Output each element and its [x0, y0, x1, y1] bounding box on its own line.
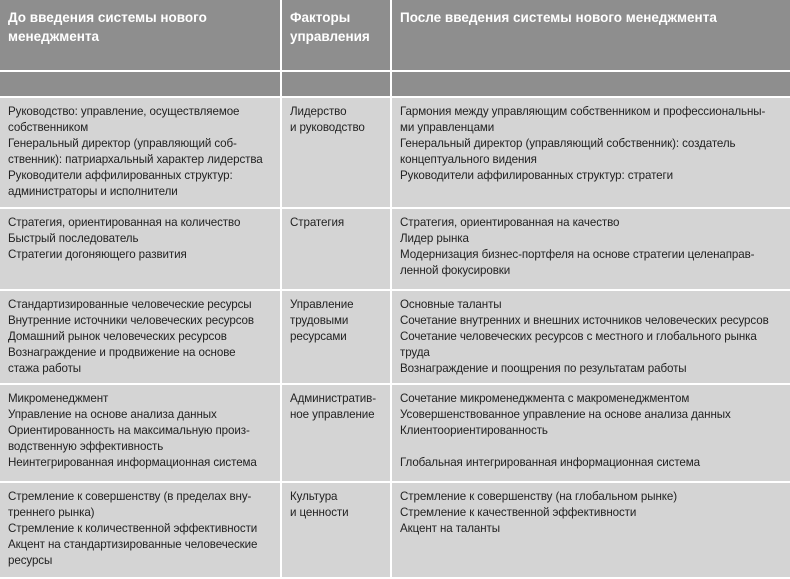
cell-line: и ценности — [290, 506, 349, 519]
cell-line: концептуального видения — [400, 153, 537, 166]
cell-line: администраторы и исполнители — [8, 185, 178, 198]
cell-line: водственную эффективность — [8, 440, 164, 453]
cell-line: Управление — [290, 298, 354, 311]
cell-after — [392, 291, 790, 383]
cell-line: Стратегия, ориентированная на количество — [8, 216, 241, 229]
cell-line: Неинтегрированная информационная система — [8, 456, 257, 469]
header-spacer-row — [0, 72, 790, 96]
cell-line: трудовыми — [290, 314, 349, 327]
header-after: После введения системы нового менеджмента — [392, 0, 790, 70]
cell-line: ресурсами — [290, 330, 347, 343]
cell-line: Стремление к качественной эффективности — [400, 506, 637, 519]
cell-line: и руководство — [290, 121, 365, 134]
cell-line: Вознаграждение и поощрения по результатам работы — [400, 362, 687, 375]
cell-line: Вознаграждение и продвижение на основе — [8, 346, 236, 359]
cell-before — [0, 209, 280, 289]
cell-line: Глобальная интегрированная информационная система — [400, 456, 700, 469]
cell-after — [392, 209, 790, 289]
cell-line: Стратегии догоняющего развития — [8, 248, 187, 261]
header-row — [0, 0, 790, 70]
cell-line: Культура — [290, 490, 338, 503]
cell-factor — [282, 291, 390, 383]
cell-line: Акцент на стандартизированные человеческие — [8, 538, 258, 551]
cell-line: труда — [400, 346, 430, 359]
cell-line: ленной фокусировки — [400, 264, 511, 277]
cell-line: Лидер рынка — [400, 232, 469, 245]
spacer-cell — [0, 72, 280, 96]
cell-line: стажа работы — [8, 362, 82, 375]
cell-line: Стратегия — [290, 216, 345, 229]
cell-line: ственник): патриархальный характер лидерства — [8, 153, 263, 166]
cell-before — [0, 291, 280, 383]
cell-line: Основные таланты — [400, 298, 502, 311]
cell-line: ресурсы — [8, 554, 53, 567]
cell-before — [0, 385, 280, 481]
cell-line: Усовершенствованное управление на основе анализа данных — [400, 408, 731, 421]
cell-line: Гармония между управляющим собственником и профессиональны- — [400, 105, 766, 118]
cell-line: Сочетание микроменеджмента с макроменеджментом — [400, 392, 690, 405]
cell-factor — [282, 209, 390, 289]
cell-factor — [282, 98, 390, 207]
cell-line: Руководители аффилированных структур: стратеги — [400, 169, 674, 182]
table-row — [0, 291, 790, 383]
cell-line: Административ- — [290, 392, 376, 405]
cell-line: собственником — [8, 121, 89, 134]
cell-line: ное управление — [290, 408, 375, 421]
header-before: До введения системы нового менеджмента — [0, 0, 280, 70]
cell-line: Акцент на таланты — [400, 522, 500, 535]
cell-after — [392, 98, 790, 207]
cell-line: Модернизация бизнес-портфеля на основе стратегии целенаправ- — [400, 248, 755, 261]
table-row — [0, 483, 790, 577]
cell-line: Стратегия, ориентированная на качество — [400, 216, 620, 229]
cell-line: Стандартизированные человеческие ресурсы — [8, 298, 252, 311]
table-row — [0, 98, 790, 207]
cell-line: Микроменеджмент — [8, 392, 109, 405]
cell-line: Клиентоориентированность — [400, 424, 548, 437]
cell-line: треннего рынка) — [8, 506, 95, 519]
cell-line: Генеральный директор (управляющий соб- — [8, 137, 237, 150]
cell-after — [392, 385, 790, 481]
cell-line: Лидерство — [290, 105, 347, 118]
cell-line: Домашний рынок человеческих ресурсов — [8, 330, 227, 343]
cell-factor — [282, 385, 390, 481]
cell-line — [400, 439, 784, 455]
cell-factor — [282, 483, 390, 577]
spacer-cell — [282, 72, 390, 96]
cell-line: Управление на основе анализа данных — [8, 408, 217, 421]
cell-line: Внутренние источники человеческих ресурсов — [8, 314, 254, 327]
cell-before — [0, 98, 280, 207]
cell-line: Руководители аффилированных структур: — [8, 169, 233, 182]
cell-line: Стремление к совершенству (на глобальном рынке) — [400, 490, 677, 503]
cell-before — [0, 483, 280, 577]
cell-after — [392, 483, 790, 577]
table-row — [0, 385, 790, 481]
table-row — [0, 209, 790, 289]
cell-line: Стремление к количественной эффективности — [8, 522, 258, 535]
cell-line: Руководство: управление, осуществляемое — [8, 105, 240, 118]
header-factors: Факторы управления — [282, 0, 390, 70]
cell-line: Ориентированность на максимальную произ- — [8, 424, 250, 437]
cell-line: Сочетание человеческих ресурсов с местного и глобального рынка — [400, 330, 757, 343]
cell-line: Сочетание внутренних и внешних источников человеческих ресурсов — [400, 314, 769, 327]
cell-line: Генеральный директор (управляющий собственник): создатель — [400, 137, 736, 150]
spacer-cell — [392, 72, 790, 96]
cell-line: Быстрый последователь — [8, 232, 139, 245]
cell-line: ми управленцами — [400, 121, 495, 134]
cell-line: Стремление к совершенству (в пределах вну- — [8, 490, 252, 503]
